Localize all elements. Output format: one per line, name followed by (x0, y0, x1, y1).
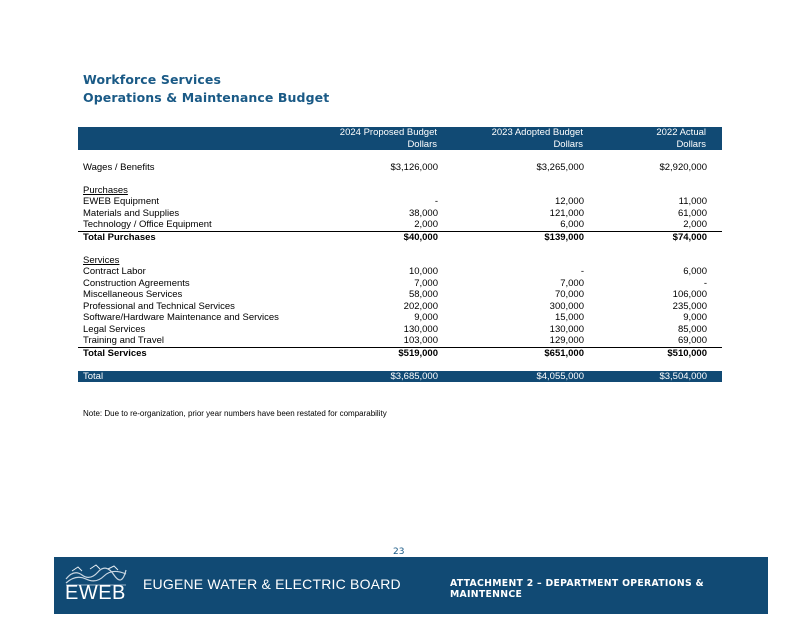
footnote: Note: Due to re-organization, prior year numbers have been restated for comparability (83, 409, 387, 418)
table-row: Training and Travel 103,000 129,000 69,000 (83, 335, 707, 346)
total-purchases-row: Total Purchases $40,000 $139,000 $74,000 (78, 231, 722, 243)
table-row: Miscellaneous Services 58,000 70,000 106,000 (83, 289, 707, 300)
row-label: Wages / Benefits (83, 161, 155, 173)
table-header-row (78, 127, 722, 150)
footer-banner (54, 557, 768, 614)
header-2023: 2023 Adopted Budget Dollars (491, 127, 583, 150)
table-row: Software/Hardware Maintenance and Services 9,000 15,000 9,000 (83, 312, 707, 323)
table-row: Legal Services 130,000 130,000 85,000 (83, 323, 707, 335)
total-services-row: Total Services $519,000 $651,000 $510,000 (78, 347, 722, 359)
table-row: Construction Agreements 7,000 7,000 - (83, 277, 707, 289)
services-heading: Services (83, 254, 120, 266)
page-number: 23 (393, 547, 405, 557)
page-subtitle: Operations & Maintenance Budget (83, 90, 330, 105)
eweb-logo-text: EWEB (65, 582, 126, 604)
table-row: Professional and Technical Services 202,000 300,000 235,000 (83, 300, 707, 312)
table-row: EWEB Equipment - 12,000 11,000 (83, 196, 707, 207)
header-2022: 2022 Actual Dollars (656, 127, 706, 150)
table-row: Technology / Office Equipment 2,000 6,000 2,000 (83, 219, 707, 230)
wages-row: Wages / Benefits $3,126,000 $3,265,000 $2,920,000 (78, 162, 722, 174)
purchases-heading: Purchases (83, 184, 128, 196)
table-row: Contract Labor 10,000 - 6,000 (83, 266, 707, 277)
page-title: Workforce Services (83, 72, 222, 87)
attachment-label: ATTACHMENT 2 – DEPARTMENT OPERATIONS & MAINTENNCE (450, 578, 704, 600)
budget-table (78, 127, 722, 382)
table-row: Materials and Supplies 38,000 121,000 61,000 (83, 207, 707, 219)
grand-total-row: Total $3,685,000 $4,055,000 $3,504,000 (78, 371, 722, 383)
header-blank (78, 127, 333, 150)
organization-name: EUGENE WATER & ELECTRIC BOARD (143, 576, 401, 592)
header-2024: 2024 Proposed Budget Dollars (339, 127, 437, 150)
